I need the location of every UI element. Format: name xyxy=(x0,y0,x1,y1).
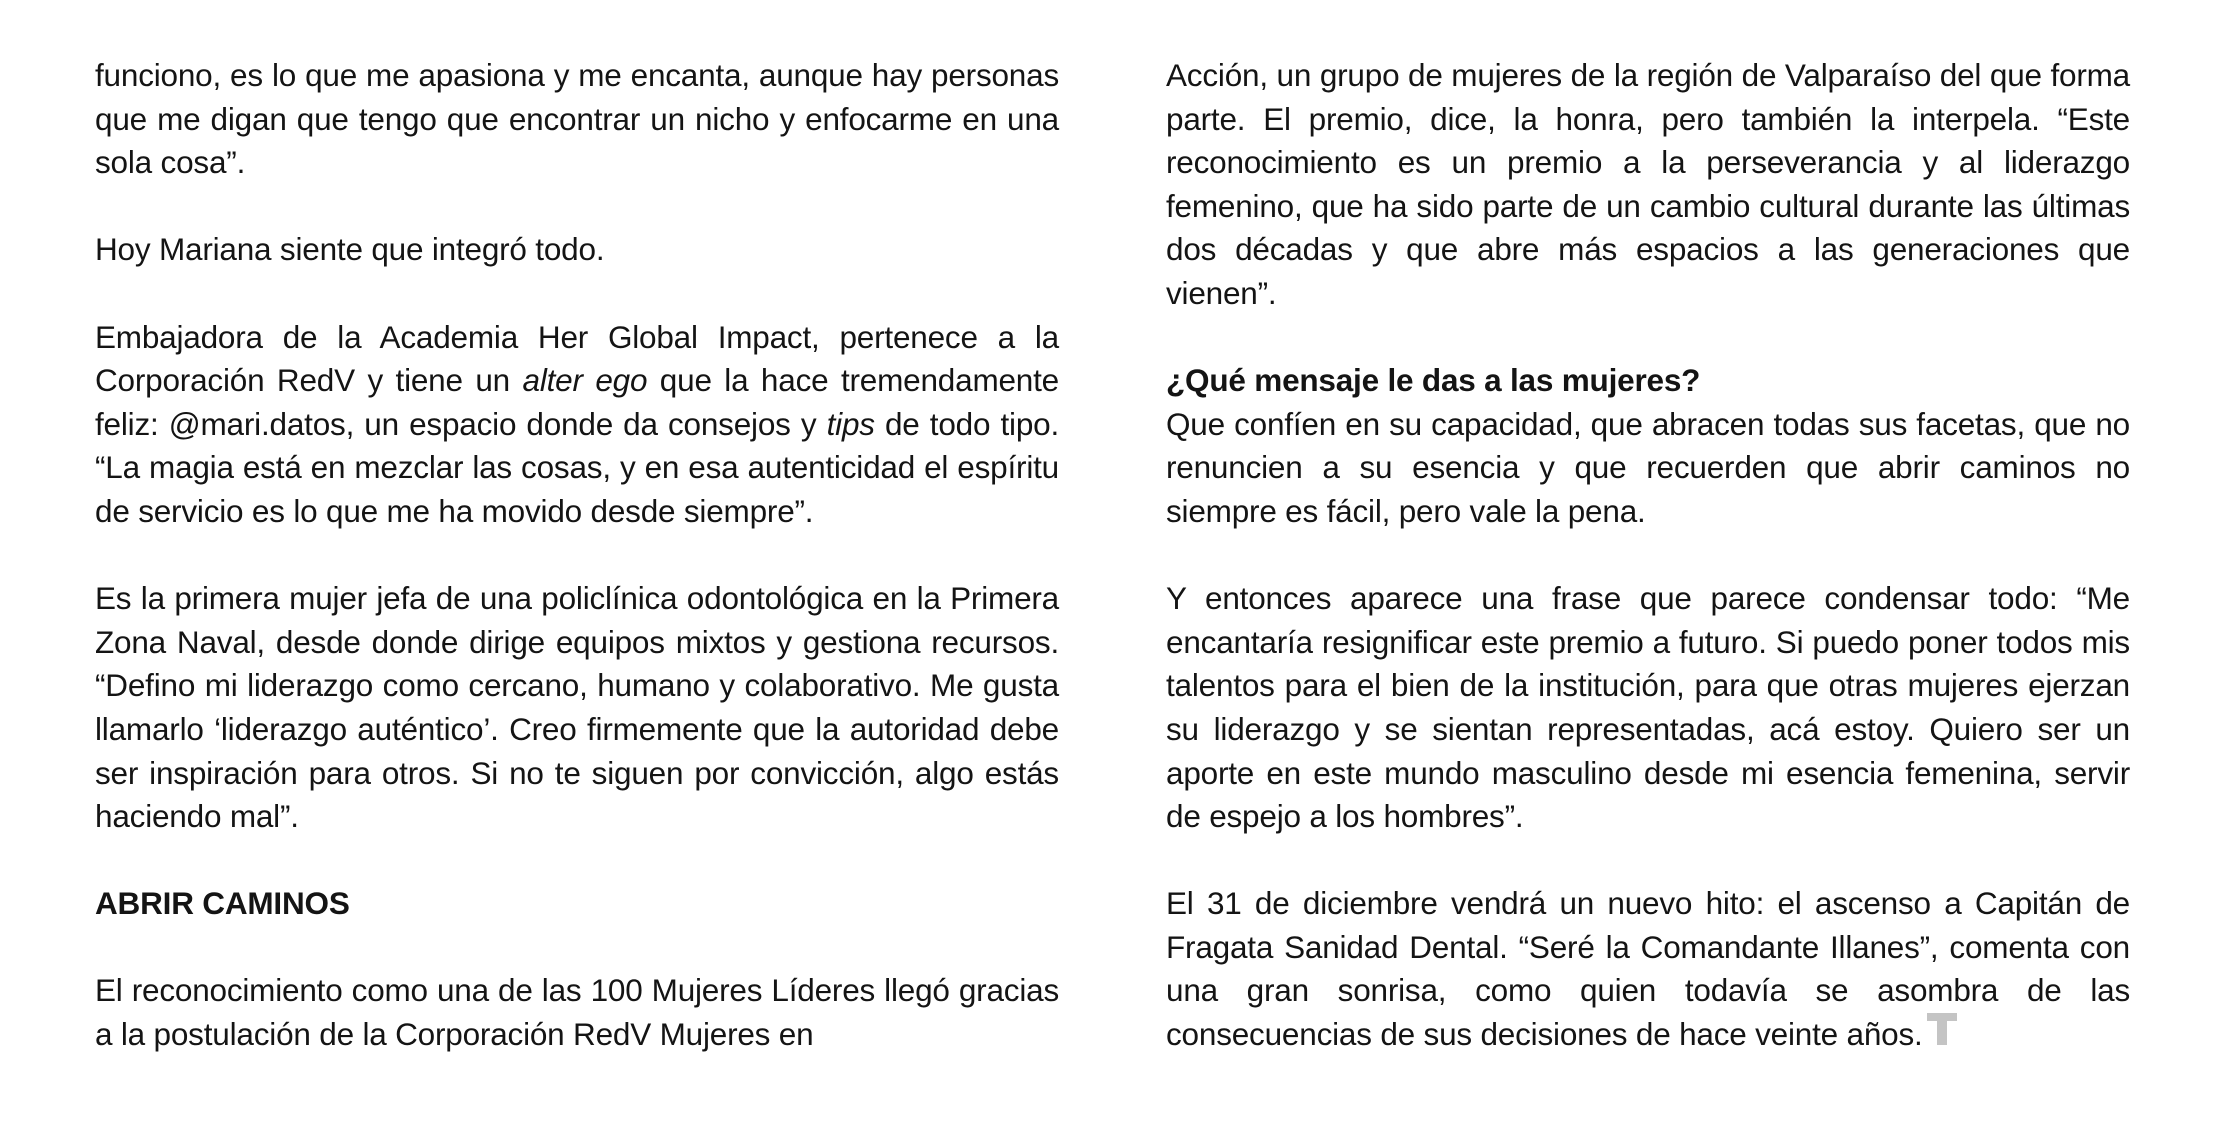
section-heading-abrir-caminos: ABRIR CAMINOS xyxy=(95,885,350,922)
ambassador-text-2: que la hace tremendamente feliz: @mari.datos, un espacio donde da consejos y xyxy=(95,362,1059,442)
interview-answer: Que confíen en su capacidad, que abracen todas sus facetas, que no renuncien a su esencia y que recuerden que abrir caminos no siempre es fácil, pero vale la pena. xyxy=(1166,405,2130,529)
paragraph-recognition-continued: Acción, un grupo de mujeres de la región de Valparaíso del que forma parte. El premio, dice, la honra, pero también la interpela. “Este reconocimiento es un premio a la perseverancia y al liderazgo femenino, que ha sido parte de un cambio cultural durante las últimas dos décadas y que abre más espacios a las generaciones que vienen”. xyxy=(1166,57,2130,311)
paragraph-resignify: Y entonces aparece una frase que parece condensar todo: “Me encantaría resignificar este premio a futuro. Si puedo poner todos mis talentos para el bien de la institución, para que otras mujeres ejerzan su liderazgo y se sientan representadas, acá estoy. Quiero ser un aporte en este mundo masculino desde mi esencia femenina, servir de espejo a los hombres”. xyxy=(1166,580,2130,835)
paragraph-leadership: Es la primera mujer jefa de una policlínica odontológica en la Primera Zona Naval, desde donde dirige equipos mixtos y gestiona recursos. “Defino mi liderazgo como cercano, humano y colaborativo. Me gusta llamarlo ‘liderazgo auténtico’. Creo firmemente que la autoridad debe ser inspiración para otros. Si no te siguen por convicción, algo estás haciendo mal”. xyxy=(95,580,1059,835)
paragraph-ambassador xyxy=(95,316,1059,534)
paragraph-recognition-start: El reconocimiento como una de las 100 Mujeres Líderes llegó gracias a la postulación de la Corporación RedV Mujeres en xyxy=(95,972,1059,1053)
left-column xyxy=(95,54,1059,1057)
alter-ego-italic: alter ego xyxy=(522,362,648,399)
tips-italic: tips xyxy=(826,405,875,442)
ambassador-text-1: Embajadora de la Academia Her Global Impact, pertenece a la Corporación RedV y tiene un xyxy=(95,318,1059,399)
paragraph-integration: Hoy Mariana siente que integró todo. xyxy=(95,231,605,268)
right-column xyxy=(1166,54,2130,1057)
paragraph-promotion xyxy=(1166,882,2130,1056)
paragraph-intro-quote: funciono, es lo que me apasiona y me encanta, aunque hay personas que me digan que tengo que encontrar un nicho y enfocarme en una sola cosa”. xyxy=(95,57,1059,181)
promotion-text: El 31 de diciembre vendrá un nuevo hito: el ascenso a Capitán de Fragata Sanidad Dental. “Seré la Comandante Illanes”, comenta con una gran sonrisa, como quien todavía se asombra de las consecuencias de sus decisiones de hace veinte años. xyxy=(1166,885,2130,1053)
interview-question: ¿Qué mensaje le das a las mujeres? xyxy=(1166,362,1701,399)
ambassador-text-3: de todo tipo. “La magia está en mezclar las cosas, y en esa autenticidad el espíritu de servicio es lo que me ha movido desde siempre”. xyxy=(95,405,1060,529)
end-of-article-t-icon xyxy=(1927,1013,1957,1045)
